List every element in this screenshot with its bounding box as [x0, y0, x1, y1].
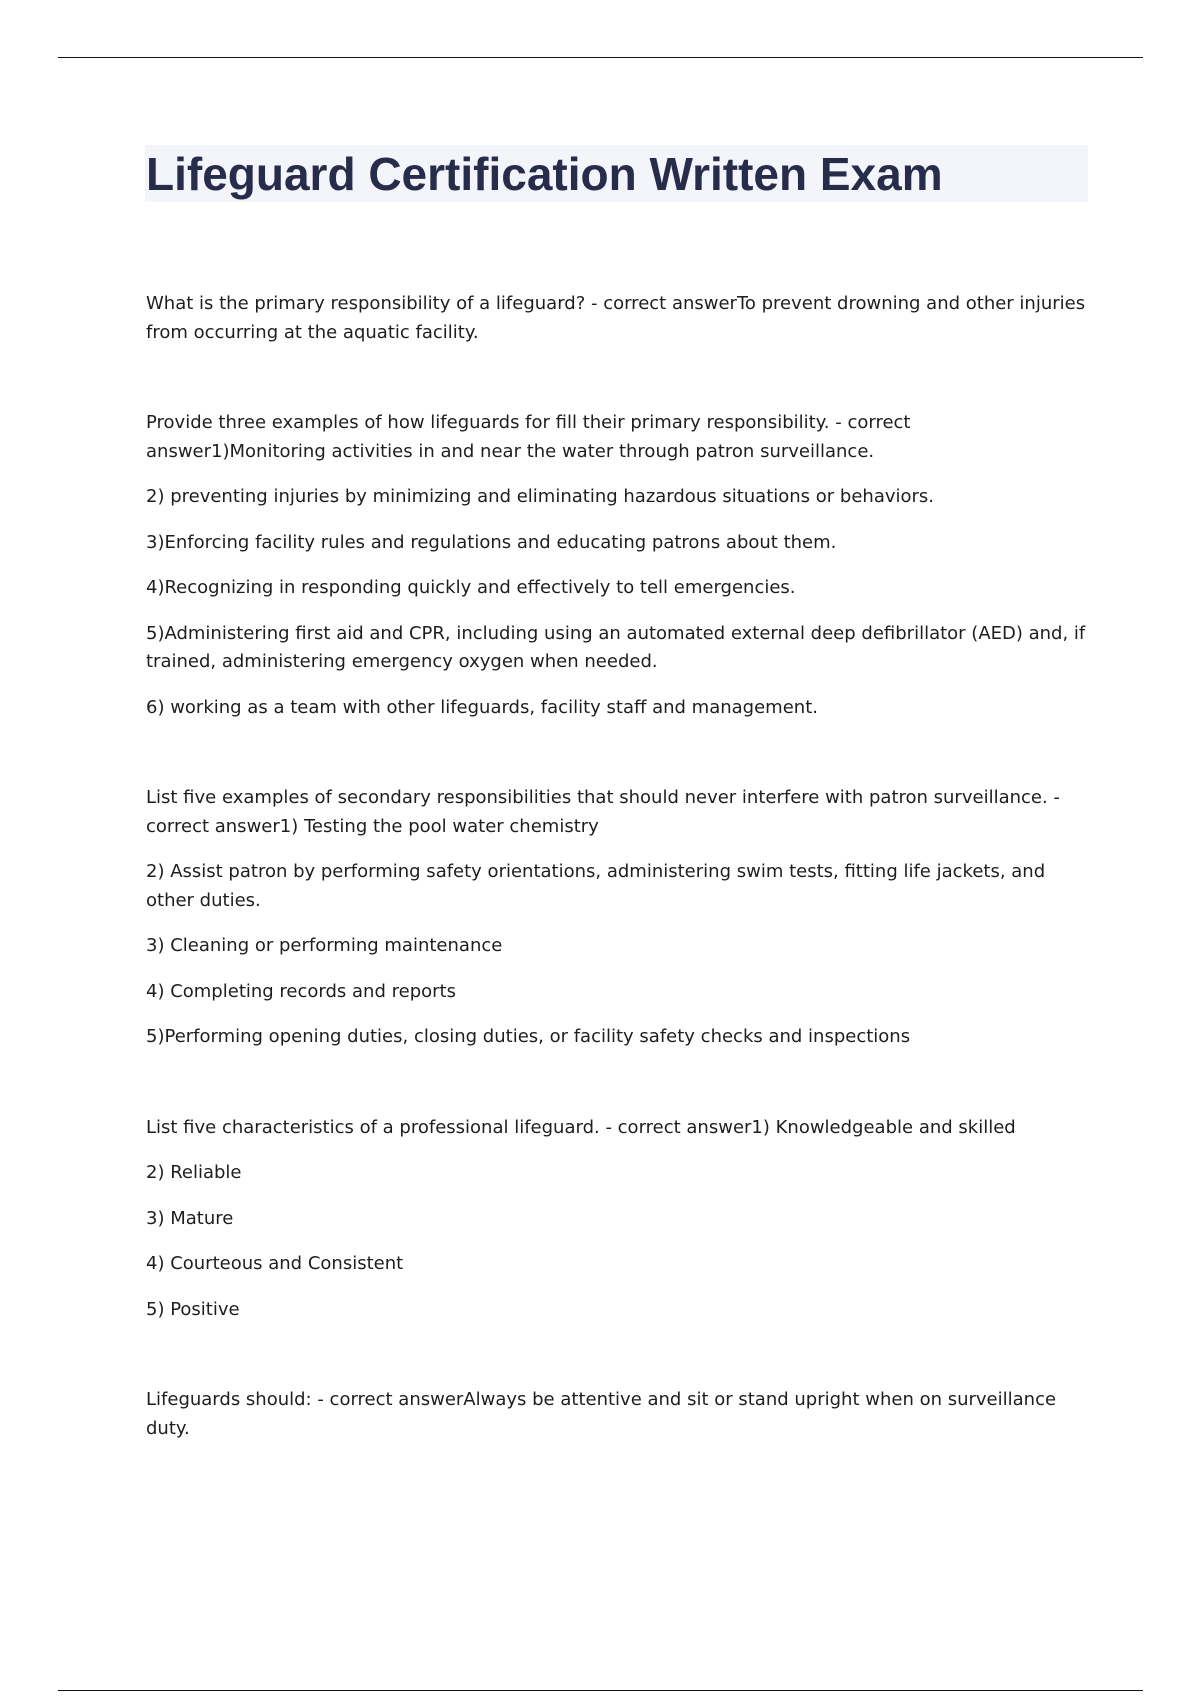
page-title: Lifeguard Certification Written Exam — [146, 148, 943, 200]
top-rule — [58, 57, 1143, 58]
answer-list-item: 4)Recognizing in responding quickly and effectively to tell emergencies. — [146, 577, 796, 598]
answer-list-item: 4) Completing records and reports — [146, 980, 456, 1002]
answer-list-item: 2) Reliable — [146, 1162, 242, 1183]
qa-entry-3 — [146, 784, 1086, 1052]
answer-list-item: 2) Assist patron by performing safety orientations, administering swim tests, fitting life jackets, and other duties. — [146, 861, 1046, 911]
answer-list-item: 3) Mature — [146, 1207, 234, 1229]
answer-list-item: 6) working as a team with other lifeguards, facility staff and management. — [146, 696, 818, 718]
qa-entry-5 — [146, 1386, 1086, 1443]
answer-list-item: 4) Courteous and Consistent — [146, 1253, 404, 1274]
question-answer-text: What is the primary responsibility of a lifeguard? - correct answerTo prevent drowning and other injuries from occurring at the aquatic facility. — [146, 293, 1086, 343]
question-answer-text: List five characteristics of a professional lifeguard. - correct answer1) Knowledgeable and skilled — [146, 1116, 1016, 1138]
answer-list-item: 3)Enforcing facility rules and regulations and educating patrons about them. — [146, 531, 837, 553]
qa-entry-2 — [146, 409, 1086, 722]
bottom-rule — [58, 1690, 1143, 1691]
document-body — [146, 290, 1086, 1505]
qa-entry-1 — [146, 290, 1086, 347]
answer-list-item: 3) Cleaning or performing maintenance — [146, 935, 503, 956]
answer-list-item: 5)Administering first aid and CPR, including using an automated external deep defibrillator (AED) and, if trained, administering emergency oxygen when needed. — [146, 622, 1086, 672]
question-answer-text: Lifeguards should: - correct answerAlways be attentive and sit or stand upright when on surveillance duty. — [146, 1389, 1057, 1439]
question-answer-text: Provide three examples of how lifeguards for fill their primary responsibility. - correct answer1)Monitoring activities in and near the water through patron surveillance. — [146, 412, 911, 462]
qa-entry-4 — [146, 1114, 1086, 1325]
question-answer-text: List five examples of secondary responsibilities that should never interfere with patron surveillance. - correct answer1) Testing the pool water chemistry — [146, 787, 1060, 837]
answer-list-item: 2) preventing injuries by minimizing and eliminating hazardous situations or behaviors. — [146, 486, 935, 507]
answer-list-item: 5) Positive — [146, 1298, 240, 1320]
answer-list-item: 5)Performing opening duties, closing duties, or facility safety checks and inspections — [146, 1026, 911, 1047]
